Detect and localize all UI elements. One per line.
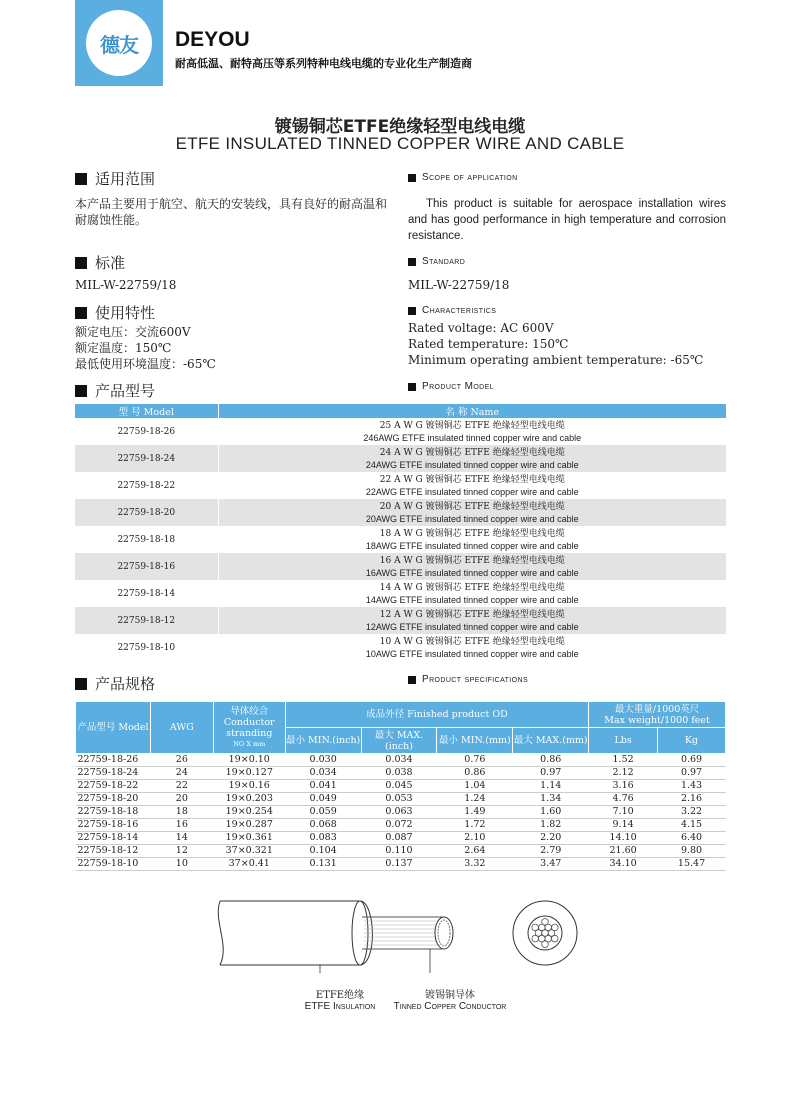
name-en: 20AWG ETFE insulated tinned copper wire and cable xyxy=(365,513,579,524)
bullet-square-icon xyxy=(75,257,87,269)
stranding-cell: 19×0.127 xyxy=(225,767,273,778)
model-cell: 22759-18-24 xyxy=(77,767,139,778)
table-row xyxy=(75,607,726,634)
min-mm-cell: 1.24 xyxy=(464,793,486,804)
col-header-model: 型 号 Model xyxy=(75,404,218,418)
insulation-label-cn: ETFE绝缘 xyxy=(315,990,365,1001)
table-row xyxy=(76,832,726,845)
name-en: 12AWG ETFE insulated tinned copper wire and cable xyxy=(365,621,579,632)
characteristics-heading-en: Characteristics xyxy=(408,305,496,316)
model-cell: 22759-18-26 xyxy=(75,418,218,445)
name-cn: 18 A W G 镀锡铜芯 ETFE 绝缘轻型电线电缆 xyxy=(379,528,565,539)
min-inch-cell: 0.041 xyxy=(309,780,337,791)
kg-cell: 15.47 xyxy=(677,858,706,869)
col-header-min-mm: 最小 MIN.(mm) xyxy=(437,728,513,754)
max-inch-cell: 0.087 xyxy=(385,832,413,843)
awg-cell: 22 xyxy=(175,780,188,791)
col-header-lbs: Lbs xyxy=(589,728,658,754)
conductor-label-en: Tinned Copper Conductor xyxy=(393,1001,507,1012)
name-en: 246AWG ETFE insulated tinned copper wire and cable xyxy=(363,432,582,443)
min-inch-cell: 0.059 xyxy=(309,806,337,817)
col-header-max-inch: 最大 MAX.(inch) xyxy=(361,728,437,754)
model-cell: 22759-18-24 xyxy=(75,445,218,472)
min-mm-cell: 2.10 xyxy=(464,832,486,843)
col-header-min-inch: 最小 MIN.(inch) xyxy=(285,728,361,754)
min-mm-cell: 1.04 xyxy=(464,780,486,791)
bullet-square-icon xyxy=(75,173,87,185)
col-header-model: 产品型号 Model xyxy=(76,702,151,754)
lbs-cell: 3.16 xyxy=(612,780,634,791)
stranding-cell: 19×0.10 xyxy=(228,754,270,765)
awg-cell: 10 xyxy=(175,858,188,869)
max-inch-cell: 0.038 xyxy=(385,767,413,778)
lbs-cell: 21.60 xyxy=(609,845,637,856)
table-header-row xyxy=(75,404,726,418)
max-inch-cell: 0.034 xyxy=(385,754,413,765)
max-mm-cell: 0.97 xyxy=(540,767,562,778)
name-cell xyxy=(218,445,726,472)
table-row xyxy=(75,553,726,580)
model-cell: 22759-18-10 xyxy=(75,634,218,661)
awg-cell: 24 xyxy=(175,767,188,778)
scope-heading-en: Scope of application xyxy=(408,172,518,183)
standard-text-cn: MIL-W-22759/18 xyxy=(75,278,177,292)
name-cn: 16 A W G 镀锡铜芯 ETFE 绝缘轻型电线电缆 xyxy=(379,555,565,566)
max-inch-cell: 0.137 xyxy=(385,858,413,869)
max-mm-cell: 2.20 xyxy=(540,832,562,843)
awg-cell: 14 xyxy=(175,832,188,843)
standard-text-en: MIL-W-22759/18 xyxy=(408,278,510,292)
max-mm-cell: 0.86 xyxy=(540,754,562,765)
cable-diagram xyxy=(200,893,620,973)
name-cn: 25 A W G 镀锡铜芯 ETFE 绝缘轻型电线电缆 xyxy=(379,420,565,431)
name-cell xyxy=(218,418,726,445)
cable-cross-section xyxy=(513,901,577,965)
name-cell xyxy=(218,607,726,634)
char-line: 额定温度：150℃ xyxy=(75,341,172,355)
specs-heading-en: Product specifications xyxy=(408,674,528,685)
scope-text-cn: 本产品主要用于航空、航天的安装线，具有良好的耐高温和耐腐蚀性能。 xyxy=(75,197,388,227)
model-cell: 22759-18-16 xyxy=(75,553,218,580)
lbs-cell: 4.76 xyxy=(612,793,634,804)
scope-text-en: This product is suitable for aerospace installation wires and has good performance in high temperature and corrosion resistance. xyxy=(408,198,726,242)
max-mm-cell: 1.34 xyxy=(540,793,562,804)
model-cell: 22759-18-12 xyxy=(75,607,218,634)
scope-heading-cn: 适用范围 xyxy=(75,168,155,189)
col-header-kg: Kg xyxy=(658,728,726,754)
kg-cell: 1.43 xyxy=(680,780,703,791)
awg-cell: 18 xyxy=(175,806,188,817)
specs-heading-cn: 产品规格 xyxy=(75,673,155,694)
awg-cell: 26 xyxy=(175,754,188,765)
bullet-square-icon xyxy=(408,307,416,315)
company-logo xyxy=(75,0,163,86)
model-cell: 22759-18-22 xyxy=(75,472,218,499)
awg-cell: 16 xyxy=(175,819,188,830)
max-inch-cell: 0.072 xyxy=(385,819,413,830)
name-en: 10AWG ETFE insulated tinned copper wire and cable xyxy=(365,648,579,659)
name-en: 22AWG ETFE insulated tinned copper wire and cable xyxy=(365,486,579,497)
table-row xyxy=(75,445,726,472)
model-cell: 22759-18-22 xyxy=(77,780,139,791)
product-model-table xyxy=(75,404,726,661)
table-row xyxy=(76,845,726,858)
kg-cell: 0.69 xyxy=(680,754,703,765)
char-line: Rated temperature: 150℃ xyxy=(408,337,569,351)
kg-cell: 9.80 xyxy=(680,845,703,856)
name-cell xyxy=(218,634,726,661)
table-row xyxy=(75,580,726,607)
char-line: 额定电压：交流600V xyxy=(75,325,191,339)
char-line: Rated voltage: AC 600V xyxy=(408,321,554,335)
stranding-cell: 19×0.254 xyxy=(225,806,273,817)
leader-lines xyxy=(320,949,430,973)
model-cell: 22759-18-20 xyxy=(77,793,139,804)
awg-cell: 12 xyxy=(175,845,188,856)
min-inch-cell: 0.034 xyxy=(309,767,337,778)
table-row xyxy=(76,754,726,767)
name-en: 16AWG ETFE insulated tinned copper wire and cable xyxy=(365,567,579,578)
max-inch-cell: 0.053 xyxy=(385,793,413,804)
table-row xyxy=(76,767,726,780)
standard-heading-cn: 标准 xyxy=(75,252,125,273)
bullet-square-icon xyxy=(408,258,416,266)
lbs-cell: 2.12 xyxy=(612,767,634,778)
lbs-cell: 7.10 xyxy=(612,806,634,817)
logo-text: 德友 xyxy=(100,32,138,57)
bullet-square-icon xyxy=(408,174,416,182)
model-cell: 22759-18-10 xyxy=(77,858,139,869)
stranding-cell: 37×0.321 xyxy=(225,845,273,856)
kg-cell: 0.97 xyxy=(680,767,703,778)
lbs-cell: 14.10 xyxy=(609,832,637,843)
table-row xyxy=(76,806,726,819)
stranding-cell: 19×0.203 xyxy=(225,793,273,804)
lbs-cell: 9.14 xyxy=(612,819,634,830)
stranding-cell: 19×0.361 xyxy=(225,832,273,843)
model-cell: 22759-18-26 xyxy=(77,754,139,765)
max-inch-cell: 0.110 xyxy=(385,845,413,856)
insulation-label-en: ETFE Insulation xyxy=(304,1001,376,1012)
max-inch-cell: 0.063 xyxy=(385,806,413,817)
min-mm-cell: 2.64 xyxy=(464,845,486,856)
stranding-cell: 19×0.16 xyxy=(228,780,270,791)
model-cell: 22759-18-14 xyxy=(77,832,139,843)
company-slogan: 耐高低温、耐特高压等系列特种电线电缆的专业化生产制造商 xyxy=(175,57,472,70)
lbs-cell: 1.52 xyxy=(612,754,634,765)
table-row xyxy=(75,418,726,445)
model-cell: 22759-18-18 xyxy=(77,806,139,817)
min-inch-cell: 0.049 xyxy=(309,793,337,804)
min-mm-cell: 1.72 xyxy=(464,819,486,830)
brand-name: DEYOU xyxy=(175,28,250,51)
table-row xyxy=(75,634,726,661)
table-row xyxy=(76,819,726,832)
min-inch-cell: 0.083 xyxy=(309,832,337,843)
table-row xyxy=(76,793,726,806)
col-header-conductor: 导体绞合 Conductor stranding NO X mm xyxy=(213,702,285,754)
name-en: 18AWG ETFE insulated tinned copper wire and cable xyxy=(365,540,579,551)
name-cell xyxy=(218,526,726,553)
model-cell: 22759-18-12 xyxy=(77,845,139,856)
stranding-cell: 19×0.287 xyxy=(225,819,273,830)
page-title-en: ETFE INSULATED TINNED COPPER WIRE AND CABLE xyxy=(175,134,625,153)
name-cell xyxy=(218,553,726,580)
max-mm-cell: 2.79 xyxy=(540,845,562,856)
table-row xyxy=(75,526,726,553)
char-line: Minimum operating ambient temperature: -65℃ xyxy=(408,353,704,367)
name-cell xyxy=(218,472,726,499)
name-cn: 22 A W G 镀锡铜芯 ETFE 绝缘轻型电线电缆 xyxy=(379,474,565,485)
name-cn: 12 A W G 镀锡铜芯 ETFE 绝缘轻型电线电缆 xyxy=(379,609,565,620)
min-mm-cell: 0.86 xyxy=(464,767,486,778)
min-inch-cell: 0.104 xyxy=(309,845,337,856)
table-header-row xyxy=(76,702,726,728)
bullet-square-icon xyxy=(408,676,416,684)
model-cell: 22759-18-16 xyxy=(77,819,139,830)
col-header-name: 名 称 Name xyxy=(218,404,726,418)
bullet-square-icon xyxy=(75,307,87,319)
name-en: 14AWG ETFE insulated tinned copper wire and cable xyxy=(365,594,579,605)
kg-cell: 6.40 xyxy=(680,832,703,843)
name-cn: 20 A W G 镀锡铜芯 ETFE 绝缘轻型电线电缆 xyxy=(379,501,565,512)
min-inch-cell: 0.068 xyxy=(309,819,337,830)
max-mm-cell: 1.60 xyxy=(540,806,562,817)
bullet-square-icon xyxy=(408,383,416,391)
max-inch-cell: 0.045 xyxy=(385,780,413,791)
model-cell: 22759-18-14 xyxy=(75,580,218,607)
kg-cell: 4.15 xyxy=(680,819,703,830)
name-cn: 10 A W G 镀锡铜芯 ETFE 绝缘轻型电线电缆 xyxy=(379,636,565,647)
model-cell: 22759-18-20 xyxy=(75,499,218,526)
col-header-od: 成品外径 Finished product OD xyxy=(285,702,588,728)
model-cell: 22759-18-18 xyxy=(75,526,218,553)
table-row xyxy=(75,472,726,499)
max-mm-cell: 3.47 xyxy=(540,858,562,869)
name-cn: 14 A W G 镀锡铜芯 ETFE 绝缘轻型电线电缆 xyxy=(379,582,565,593)
characteristics-list-cn xyxy=(75,324,216,372)
product-model-heading-en: Product Model xyxy=(408,381,494,392)
table-row xyxy=(76,858,726,871)
min-mm-cell: 0.76 xyxy=(464,754,486,765)
col-header-weight: 最大重量/1000英尺 Max weight/1000 feet xyxy=(589,702,726,728)
strand-lines xyxy=(364,921,440,945)
min-inch-cell: 0.131 xyxy=(309,858,337,869)
logo-circle xyxy=(86,10,152,76)
awg-cell: 20 xyxy=(175,793,188,804)
standard-heading-en: Standard xyxy=(408,256,465,267)
min-mm-cell: 3.32 xyxy=(464,858,486,869)
conductor-end xyxy=(435,917,453,949)
characteristics-heading-cn: 使用特性 xyxy=(75,302,155,323)
kg-cell: 2.16 xyxy=(680,793,703,804)
bullet-square-icon xyxy=(75,385,87,397)
bullet-square-icon xyxy=(75,678,87,690)
conductor-label-cn: 镀锡铜导体 xyxy=(425,990,475,1001)
char-line: 最低使用环境温度：-65℃ xyxy=(75,357,216,371)
page-title-cn: 镀锡铜芯ETFE绝缘轻型电线电缆 xyxy=(274,117,526,137)
table-row xyxy=(75,499,726,526)
stranding-cell: 37×0.41 xyxy=(228,858,270,869)
name-cell xyxy=(218,499,726,526)
lbs-cell: 34.10 xyxy=(609,858,637,869)
min-inch-cell: 0.030 xyxy=(309,754,337,765)
min-mm-cell: 1.49 xyxy=(464,806,486,817)
kg-cell: 3.22 xyxy=(680,806,703,817)
col-header-awg: AWG xyxy=(150,702,213,754)
name-en: 24AWG ETFE insulated tinned copper wire and cable xyxy=(365,459,579,470)
table-row xyxy=(76,780,726,793)
name-cn: 24 A W G 镀锡铜芯 ETFE 绝缘轻型电线电缆 xyxy=(379,447,565,458)
product-model-heading-cn: 产品型号 xyxy=(75,380,155,401)
max-mm-cell: 1.82 xyxy=(540,819,562,830)
characteristics-list-en xyxy=(408,320,703,368)
product-spec-table xyxy=(75,701,726,871)
col-header-max-mm: 最大 MAX.(mm) xyxy=(513,728,589,754)
max-mm-cell: 1.14 xyxy=(540,780,562,791)
name-cell xyxy=(218,580,726,607)
